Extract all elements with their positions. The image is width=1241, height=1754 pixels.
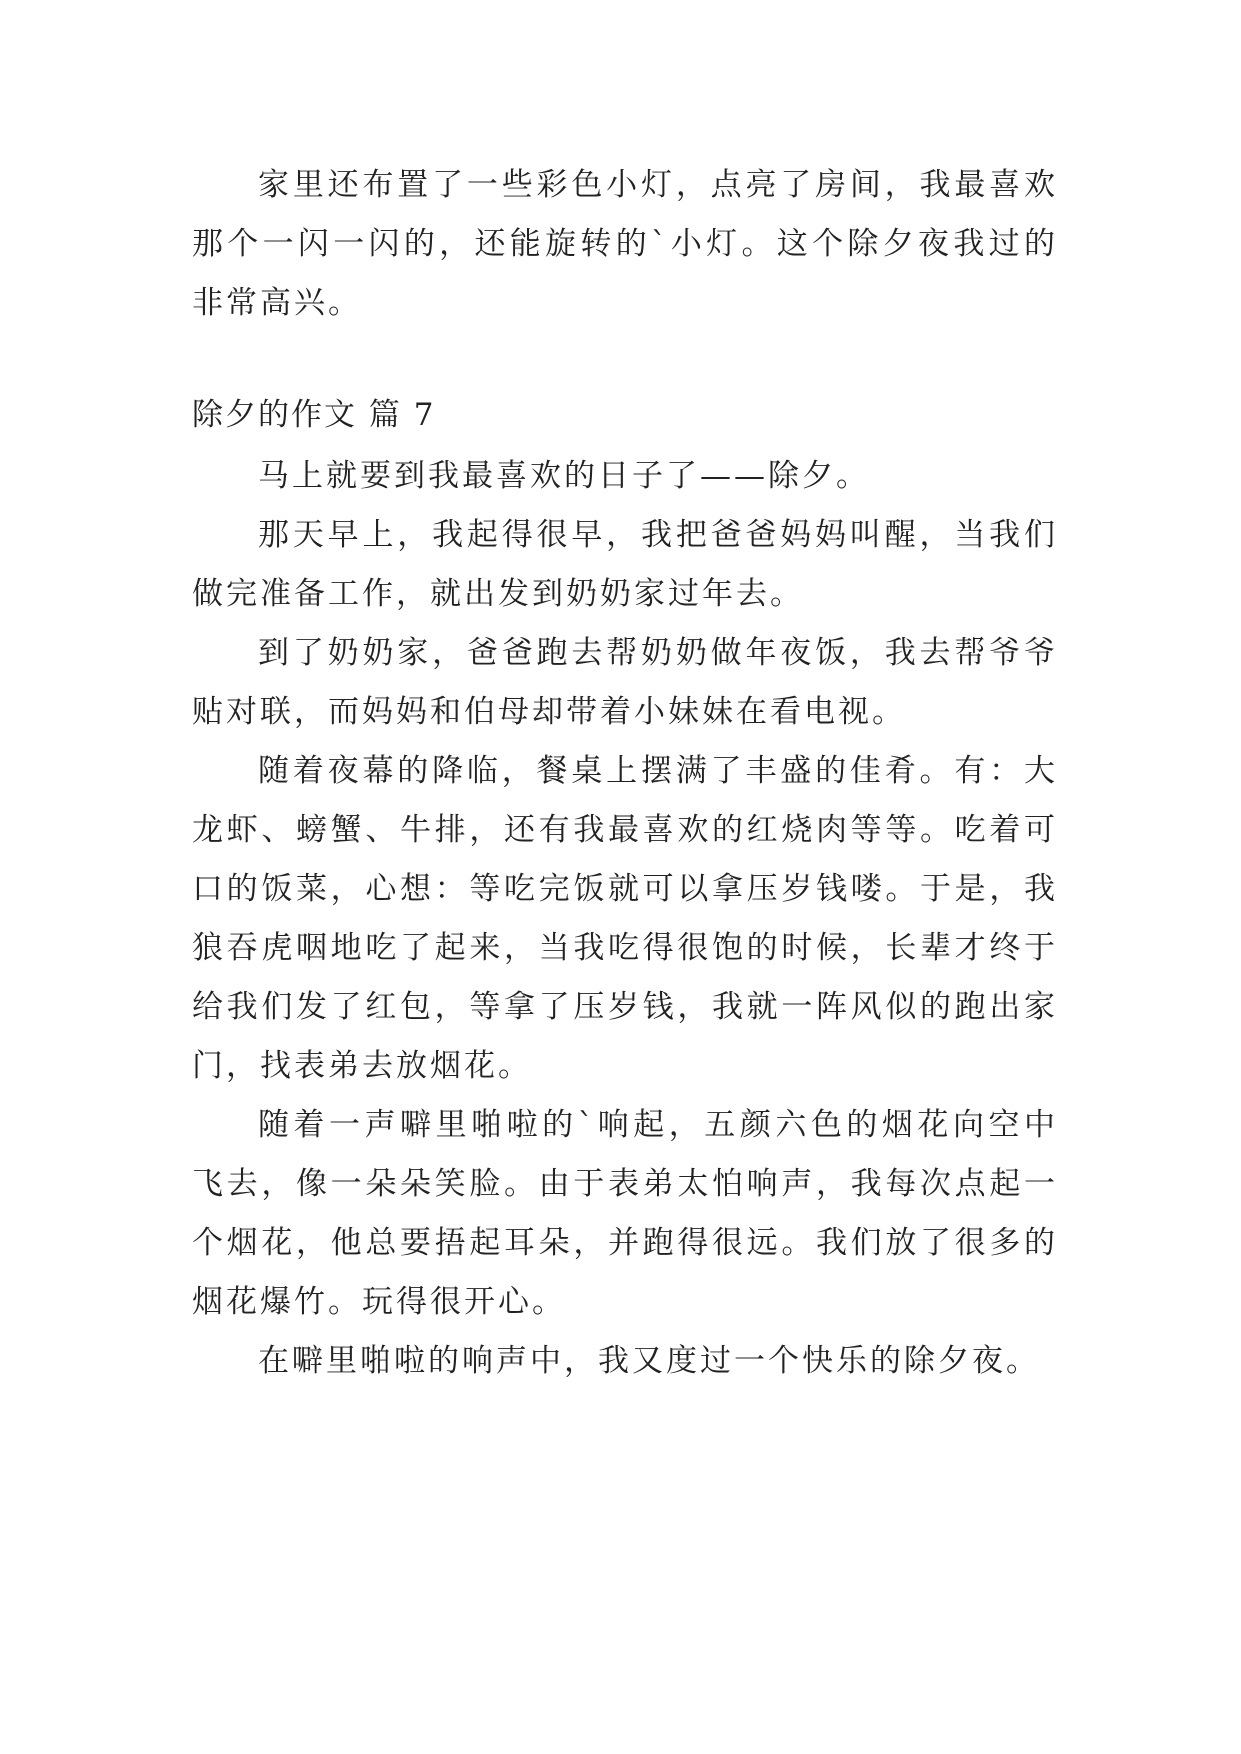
paragraph-5: 随着一声噼里啪啦的`响起，五颜六色的烟花向空中飞去，像一朵朵笑脸。由于表弟太怕响声，我每次点起一个烟花，他总要捂起耳朵，并跑得很远。我们放了很多的烟花爆竹。玩得很开心。	[192, 1107, 1058, 1320]
essay-body	[192, 447, 1058, 1391]
paragraph-3: 到了奶奶家，爸爸跑去帮奶奶做年夜饭，我去帮爷爷贴对联，而妈妈和伯母却带着小妹妹在看电视。	[192, 635, 1058, 730]
paragraph-2: 那天早上，我起得很早，我把爸爸妈妈叫醒，当我们做完准备工作，就出发到奶奶家过年去。	[192, 517, 1058, 612]
intro-paragraph: 家里还布置了一些彩色小灯，点亮了房间，我最喜欢那个一闪一闪的，还能旋转的`小灯。这个除夕夜我过的非常高兴。	[192, 167, 1058, 321]
paragraph-4: 随着夜幕的降临，餐桌上摆满了丰盛的佳肴。有：大龙虾、螃蟹、牛排，还有我最喜欢的红烧肉等等。吃着可口的饭菜，心想：等吃完饭就可以拿压岁钱喽。于是，我狼吞虎咽地吃了起来，当我吃得很饱的时候，长辈才终于给我们发了红包，等拿了压岁钱，我就一阵风似的跑出家门，找表弟去放烟花。	[192, 753, 1058, 1084]
paragraph-1: 马上就要到我最喜欢的日子了——除夕。	[258, 458, 870, 494]
paragraph-6: 在噼里啪啦的响声中，我又度过一个快乐的除夕夜。	[258, 1343, 1040, 1379]
section-title: 除夕的作文 篇 7	[192, 397, 436, 433]
